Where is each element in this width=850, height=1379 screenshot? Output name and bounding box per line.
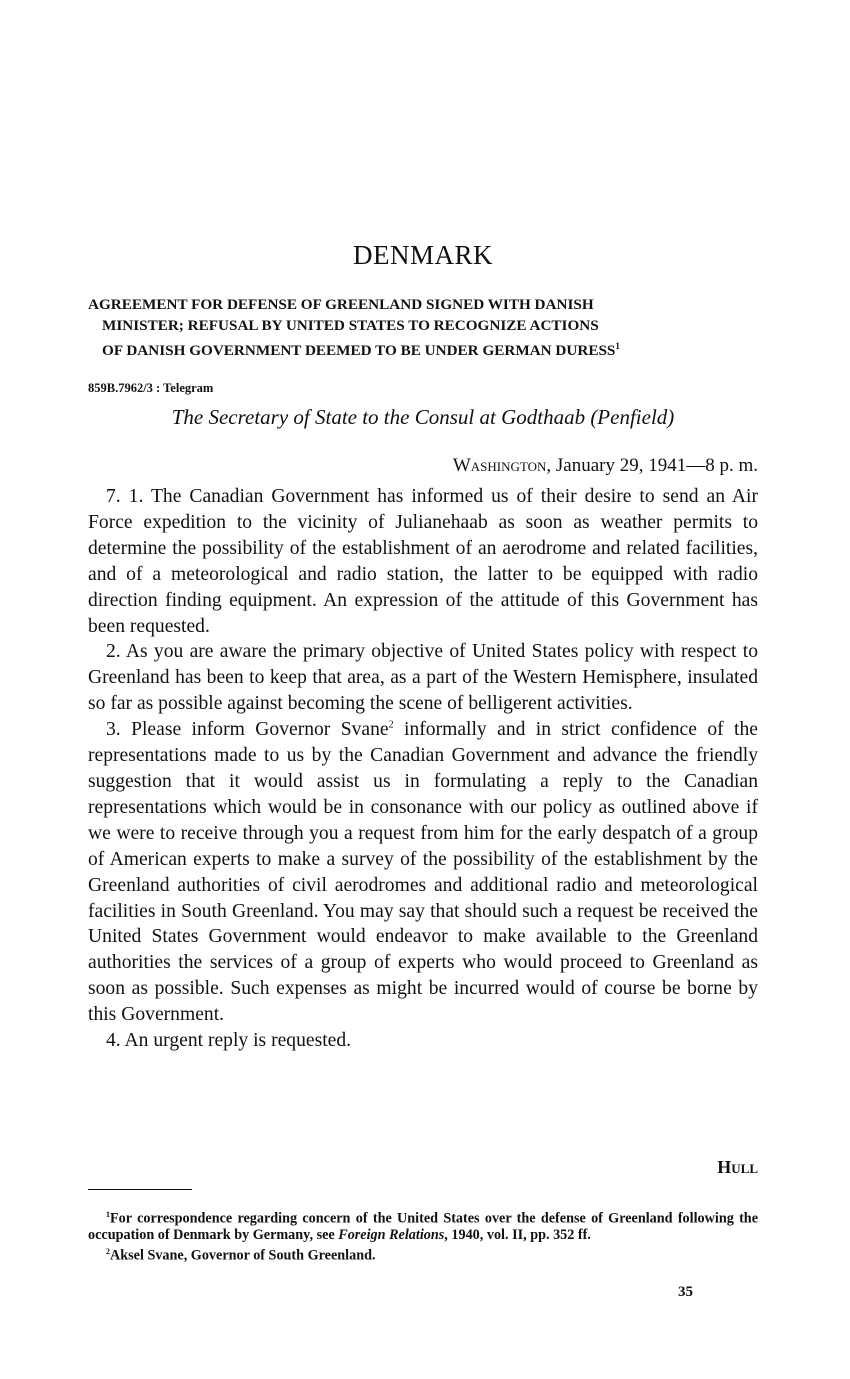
paragraph-4: 4. An urgent reply is requested.: [106, 1030, 352, 1052]
dateline-place: Washington: [452, 455, 547, 476]
paragraph-1: 7. 1. The Canadian Government has informed us of their desire to send an Air Force expedition to the vicinity of Julianehaab as soon as weather permits to determine the possibility of the establishment of an aerodrome and related facilities, and of a meteorological and radio station, the latter to be equipped with radio direction finding equipment. An expression of the attitude of this Government has been requested.: [88, 486, 758, 637]
footnotes: [88, 1207, 758, 1264]
paragraph-3-rest: informally and in strict confidence of the representations made to us by the Canadian Government and advance the friendly suggestion that it would assist us in formulating a reply to the Canadian representations which would be in consonance with our policy as outlined above if we were to receive through you a request from him for the early despatch of a group of American experts to make a survey of the possibility of the establishment by the Greenland authorities of civil aerodromes and additional radio and meteorological facilities in South Greenland. You may say that should such a request be received the United States Government would endeavor to make available to the Greenland authorities the services of a group of experts who would proceed to Greenland as soon as possible. Such expenses as might be incurred would of course be borne by this Government.: [88, 719, 758, 1026]
footnote-1-text: For correspondence regarding concern of the United States over the defense of Greenland following the occupation of Denmark by Germany, see: [88, 1210, 758, 1244]
paragraph-2: 2. As you are aware the primary objective of United States policy with respect to Greenland has been to keep that area, as a part of the Western Hemisphere, insulated so far as possible against becoming the scene of belligerent activities.: [88, 641, 758, 715]
footnote-1-tail: , 1940, vol. II, pp. 352 ff.: [444, 1227, 591, 1244]
footnote-2-text: Aksel Svane, Governor of South Greenland.: [110, 1247, 376, 1264]
footnote-1: [88, 1207, 758, 1244]
paragraph-3: [88, 717, 758, 1028]
footnote-2: [88, 1244, 758, 1264]
paragraph-3-footnote-ref: 2: [388, 719, 394, 731]
chapter-title: DENMARK: [352, 240, 493, 270]
dateline-date: , January 29, 1941—8 p. m.: [546, 455, 758, 476]
signature: Hull: [717, 1157, 758, 1177]
paragraph-3-start: 3. Please inform Governor Svane: [106, 719, 389, 741]
document-reference: 859B.7962/3 : Telegram: [88, 381, 214, 395]
footnote-1-italic: Foreign Relations: [338, 1227, 445, 1244]
heading-line-1: AGREEMENT FOR DEFENSE OF GREENLAND SIGNED WITH DANISH: [88, 296, 594, 313]
section-heading: [88, 294, 758, 361]
heading-footnote-ref: 1: [615, 341, 620, 351]
page-number: 35: [678, 1284, 693, 1300]
footnote-2-marker: 2: [106, 1246, 110, 1256]
heading-line-3-text: OF DANISH GOVERNMENT DEEMED TO BE UNDER GERMAN DURESS: [102, 342, 616, 360]
document-subtitle: The Secretary of State to the Consul at Godthaab (Penfield): [171, 405, 675, 429]
footnote-1-marker: 1: [106, 1210, 110, 1219]
heading-line-2: MINISTER; REFUSAL BY UNITED STATES TO RECOGNIZE ACTIONS: [102, 317, 599, 334]
footnote-divider: [88, 1189, 192, 1190]
telegram-body: [88, 484, 758, 1054]
dateline: [453, 455, 758, 477]
heading-line-3: [88, 336, 758, 361]
